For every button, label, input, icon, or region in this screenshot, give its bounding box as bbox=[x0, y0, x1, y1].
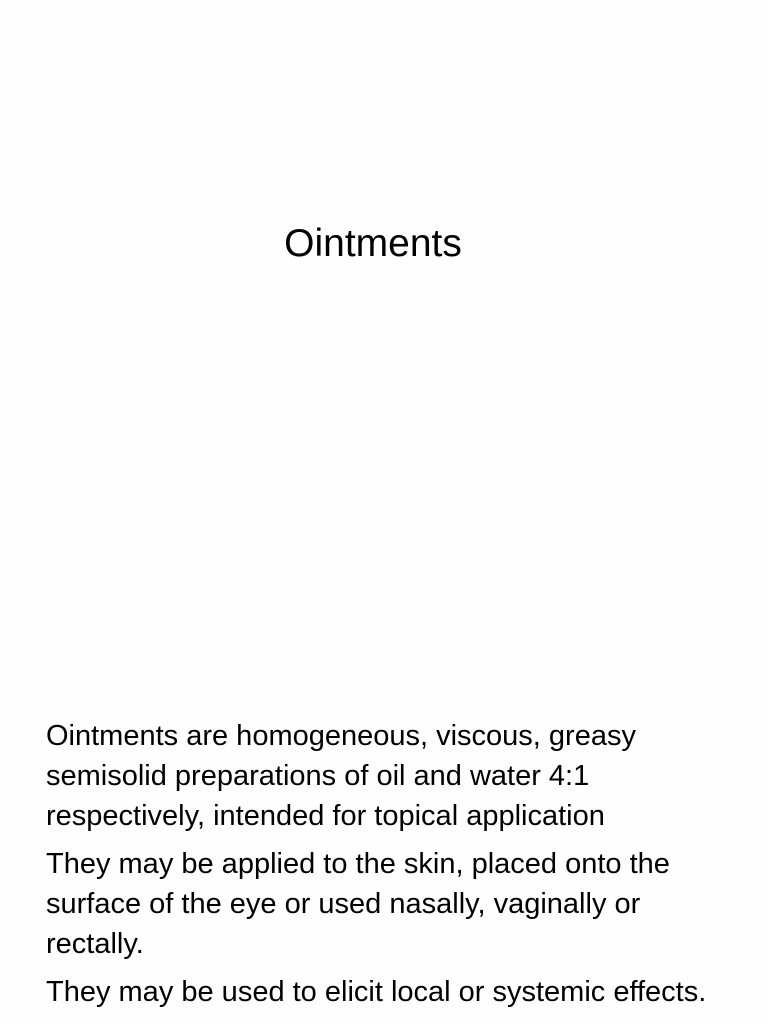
slide-title: Ointments bbox=[284, 222, 462, 265]
paragraph: They may be applied to the skin, placed onto the surface of the eye or used nasally, vaginally or rectally. bbox=[46, 848, 670, 960]
paragraph: Ointments are homogeneous, viscous, greasy semisolid preparations of oil and water 4:1 respectively, intended for topical application bbox=[46, 720, 636, 832]
paragraph: They may be used to elicit local or systemic effects. bbox=[46, 976, 707, 1008]
slide-body bbox=[46, 716, 736, 1020]
